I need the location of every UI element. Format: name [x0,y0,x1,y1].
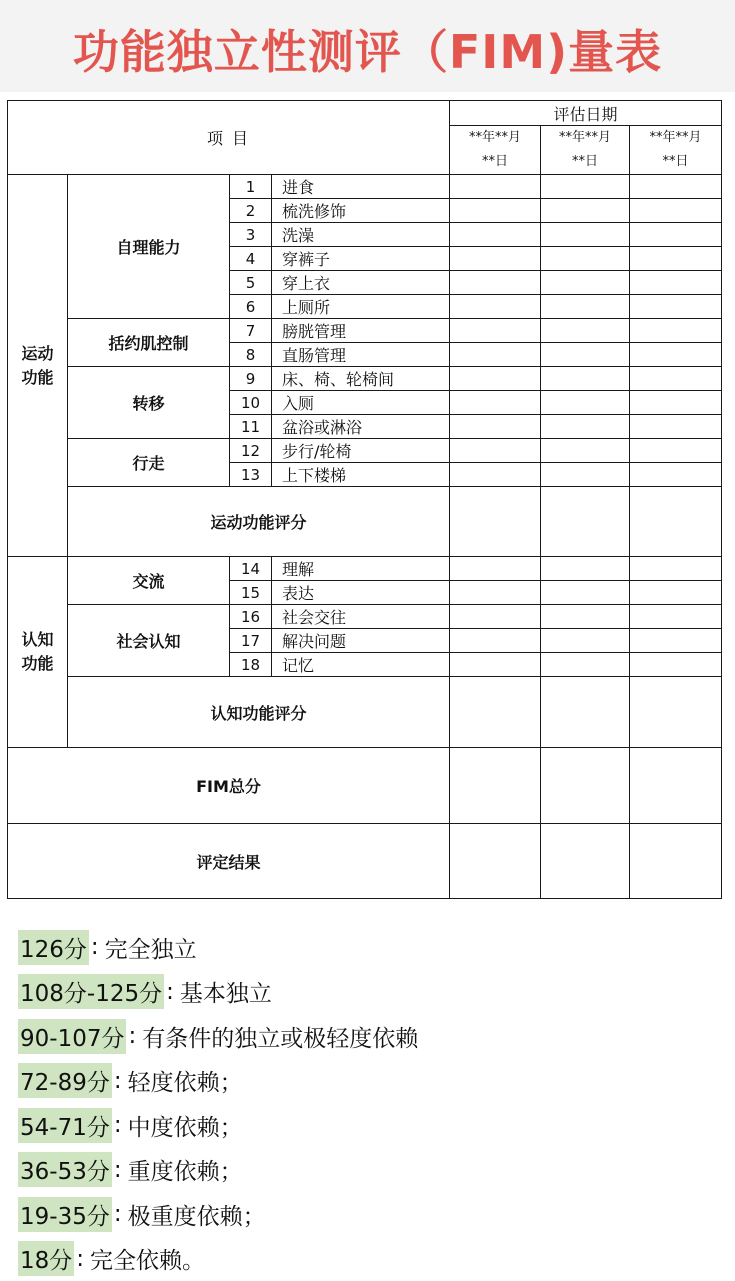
item-number: 12 [230,439,272,463]
communication-label: 交流 [68,557,230,605]
score-cell[interactable] [630,748,722,824]
score-cell[interactable] [630,463,722,487]
date-col-1: **年**月 **日 [450,126,541,175]
legend-item: 18分 : 完全依赖。 [18,1237,718,1281]
score-cell[interactable] [541,653,630,677]
score-cell[interactable] [541,199,630,223]
item-name: 穿上衣 [272,271,450,295]
score-cell[interactable] [630,343,722,367]
item-number: 7 [230,319,272,343]
item-name: 记忆 [272,653,450,677]
legend-score: 108分-125分 [18,974,164,1009]
score-cell[interactable] [541,319,630,343]
score-cell[interactable] [630,247,722,271]
score-cell[interactable] [541,391,630,415]
score-cell[interactable] [450,247,541,271]
score-cell[interactable] [541,677,630,748]
score-cell[interactable] [630,319,722,343]
score-cell[interactable] [630,487,722,557]
header-eval-date: 评估日期 [450,101,722,126]
score-cell[interactable] [450,391,541,415]
item-number: 18 [230,653,272,677]
score-cell[interactable] [450,319,541,343]
score-cell[interactable] [450,199,541,223]
legend-item: 90-107分 : 有条件的独立或极轻度依赖 [18,1014,718,1059]
score-cell[interactable] [450,653,541,677]
legend-item: 108分-125分 : 基本独立 [18,970,718,1015]
item-name: 入厕 [272,391,450,415]
score-cell[interactable] [630,557,722,581]
date-col-2: **年**月 **日 [541,126,630,175]
score-cell[interactable] [450,223,541,247]
legend-score: 126分 [18,930,89,965]
walk-label: 行走 [68,439,230,487]
item-number: 3 [230,223,272,247]
score-cell[interactable] [450,677,541,748]
page-title: 功能独立性测评（FIM)量表 [0,22,735,82]
item-name: 上厕所 [272,295,450,319]
legend-score: 19-35分 [18,1197,112,1232]
header-project: 项 目 [8,101,450,175]
social-cognition-label: 社会认知 [68,605,230,677]
score-cell[interactable] [630,175,722,199]
item-number: 4 [230,247,272,271]
score-cell[interactable] [630,271,722,295]
legend-item: 126分 : 完全独立 [18,925,718,970]
score-cell[interactable] [541,605,630,629]
legend-desc: 完全依赖。 [90,1242,205,1275]
item-number: 11 [230,415,272,439]
item-name: 表达 [272,581,450,605]
score-cell[interactable] [450,175,541,199]
item-name: 解决问题 [272,629,450,653]
item-number: 13 [230,463,272,487]
score-cell[interactable] [630,824,722,899]
score-cell[interactable] [630,653,722,677]
fim-table [7,100,722,899]
item-name: 膀胱管理 [272,319,450,343]
item-number: 5 [230,271,272,295]
legend-desc: 有条件的独立或极轻度依赖 [142,1020,418,1053]
score-cell[interactable] [541,295,630,319]
score-cell[interactable] [630,439,722,463]
item-name: 步行/轮椅 [272,439,450,463]
score-cell[interactable] [450,487,541,557]
legend-score: 72-89分 [18,1063,112,1098]
item-name: 穿裤子 [272,247,450,271]
legend-score: 18分 [18,1241,74,1276]
item-number: 2 [230,199,272,223]
cognitive-function-label: 认知功能 [8,557,68,748]
item-number: 10 [230,391,272,415]
motor-score-label: 运动功能评分 [68,487,450,557]
score-cell[interactable] [630,391,722,415]
fim-total-label: FIM总分 [8,748,450,824]
item-name: 盆浴或淋浴 [272,415,450,439]
legend-item: 72-89分 : 轻度依赖； [18,1059,718,1104]
legend-desc: 完全独立 [105,931,197,964]
score-cell[interactable] [541,463,630,487]
score-cell[interactable] [630,629,722,653]
legend-desc: 极重度依赖； [128,1198,266,1231]
item-number: 15 [230,581,272,605]
score-cell[interactable] [630,199,722,223]
score-cell[interactable] [541,581,630,605]
score-cell[interactable] [450,629,541,653]
item-number: 9 [230,367,272,391]
score-cell[interactable] [630,581,722,605]
score-cell[interactable] [630,605,722,629]
motor-function-label: 运动功能 [8,175,68,557]
score-cell[interactable] [541,223,630,247]
score-cell[interactable] [630,295,722,319]
legend-desc: 中度依赖； [128,1109,243,1142]
result-label: 评定结果 [8,824,450,899]
legend-score: 90-107分 [18,1019,126,1054]
item-name: 上下楼梯 [272,463,450,487]
score-cell[interactable] [541,271,630,295]
score-cell[interactable] [450,295,541,319]
score-cell[interactable] [630,223,722,247]
legend-score: 54-71分 [18,1108,112,1143]
item-number: 14 [230,557,272,581]
item-name: 社会交往 [272,605,450,629]
score-cell[interactable] [450,271,541,295]
legend-item: 36-53分 : 重度依赖； [18,1148,718,1193]
item-name: 床、椅、轮椅间 [272,367,450,391]
item-number: 6 [230,295,272,319]
score-cell[interactable] [541,343,630,367]
legend-score: 36-53分 [18,1152,112,1187]
item-number: 8 [230,343,272,367]
score-cell[interactable] [450,415,541,439]
item-number: 16 [230,605,272,629]
score-cell[interactable] [541,439,630,463]
score-cell[interactable] [450,748,541,824]
score-cell[interactable] [630,367,722,391]
score-cell[interactable] [541,487,630,557]
item-number: 1 [230,175,272,199]
score-cell[interactable] [541,824,630,899]
score-cell[interactable] [630,677,722,748]
score-cell[interactable] [450,581,541,605]
legend-desc: 基本独立 [180,975,272,1008]
legend-item: 19-35分 : 极重度依赖； [18,1192,718,1237]
date-col-3: **年**月 **日 [630,126,722,175]
item-name: 洗澡 [272,223,450,247]
score-cell[interactable] [541,748,630,824]
transfer-label: 转移 [68,367,230,439]
score-cell[interactable] [450,343,541,367]
score-cell[interactable] [541,557,630,581]
score-cell[interactable] [450,605,541,629]
score-cell[interactable] [450,439,541,463]
legend-desc: 轻度依赖； [128,1064,243,1097]
item-name: 进食 [272,175,450,199]
score-cell[interactable] [541,415,630,439]
legend-desc: 重度依赖； [128,1153,243,1186]
self-care-label: 自理能力 [68,175,230,319]
score-cell[interactable] [541,629,630,653]
score-cell[interactable] [450,824,541,899]
score-legend [18,925,718,1281]
item-name: 理解 [272,557,450,581]
score-cell[interactable] [450,463,541,487]
score-cell[interactable] [541,367,630,391]
score-cell[interactable] [630,415,722,439]
score-cell[interactable] [450,557,541,581]
item-name: 直肠管理 [272,343,450,367]
item-name: 梳洗修饰 [272,199,450,223]
legend-item: 54-71分 : 中度依赖； [18,1103,718,1148]
score-cell[interactable] [450,367,541,391]
score-cell[interactable] [541,175,630,199]
score-cell[interactable] [541,247,630,271]
sphincter-control-label: 括约肌控制 [68,319,230,367]
cognitive-score-label: 认知功能评分 [68,677,450,748]
item-number: 17 [230,629,272,653]
